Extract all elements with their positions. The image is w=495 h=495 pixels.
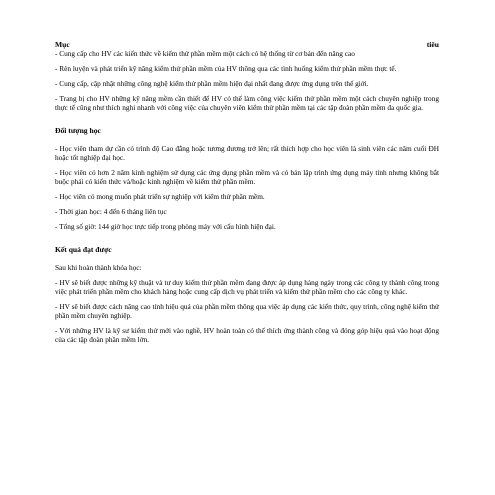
audience-item-3: - Học viên có mong muốn phát triển sự nghiệp với kiểm thử phần mềm. [55, 192, 265, 201]
results-intro: Sau khi hoàn thành khóa học: [55, 263, 142, 272]
goals-item-4: - Trang bị cho HV những kỹ năng mềm cần thiết để HV có thể làm công việc kiểm thử phần mềm một cách chuyên nghiệp trong thực tế cũng như thích nghi nhanh với công việc của chuyên viên kiểm thử phần mềm tại các tập đoàn phần mềm đa quốc gia. [55, 94, 439, 112]
goals-item-1: - Cung cấp cho HV các kiến thức về kiểm thử phần mềm một cách có hệ thống từ cơ bản đến nâng cao [55, 49, 355, 58]
audience-item-1: - Học viên tham dự cần có trình độ Cao đẳng hoặc tương đương trở lên; rất thích hợp cho học viên là sinh viên các năm cuối ĐH hoặc tốt nghiệp đại học. [55, 144, 439, 162]
results-heading: Kết quả đạt được [55, 245, 112, 254]
audience-item-2: - Học viên có hơn 2 năm kinh nghiệm sử dụng các ứng dụng phần mềm và có bản lập trình ứng dụng máy tính nhưng không bắt buộc phải có kiến thức và/hoặc kinh nghiệm về kiểm thử phần mềm. [55, 168, 439, 186]
goals-heading-left: Mục [55, 40, 70, 49]
goals-heading-right: tiêu [426, 40, 439, 49]
results-item-1: - HV sẽ biết được những kỹ thuật và tư duy kiểm thử phần mềm đang được áp dụng hàng ngày trong các công ty thành công trong việc phát triển phần mềm cho khách hàng hoặc cung cấp dịch vụ phát triển và kiểm thử phần mềm cho các công ty khác. [55, 278, 439, 296]
goals-item-3: - Cung cấp, cập nhật những công nghệ kiểm thử phần mềm hiện đại nhất đang được ứng dụng trên thế giới. [55, 79, 369, 88]
goals-heading [55, 40, 439, 49]
audience-heading: Đối tượng học [55, 126, 101, 135]
goals-item-2: - Rèn luyện và phát triển kỹ năng kiểm thử phần mềm của HV thông qua các tình huống kiểm thử phần mềm thực tế. [55, 64, 397, 73]
results-item-2: - HV sẽ biết được cách nâng cao tính hiệu quả của phần mềm thông qua việc áp dụng các kiến thức, quy trình, công nghệ kiểm thử phần mềm chuyên nghiệp. [55, 302, 439, 320]
results-item-3: - Với những HV là kỹ sư kiểm thử mới vào nghề, HV hoàn toàn có thể thích ứng thành công và đóng góp hiệu quả vào hoạt động của các tập đoàn phần mềm lớn. [55, 326, 439, 344]
audience-item-5: - Tổng số giờ: 144 giờ học trực tiếp trong phòng máy với cấu hình hiện đại. [55, 222, 276, 231]
audience-item-4: - Thời gian học: 4 đến 6 tháng liên tục [55, 207, 167, 216]
document-page [55, 40, 439, 344]
